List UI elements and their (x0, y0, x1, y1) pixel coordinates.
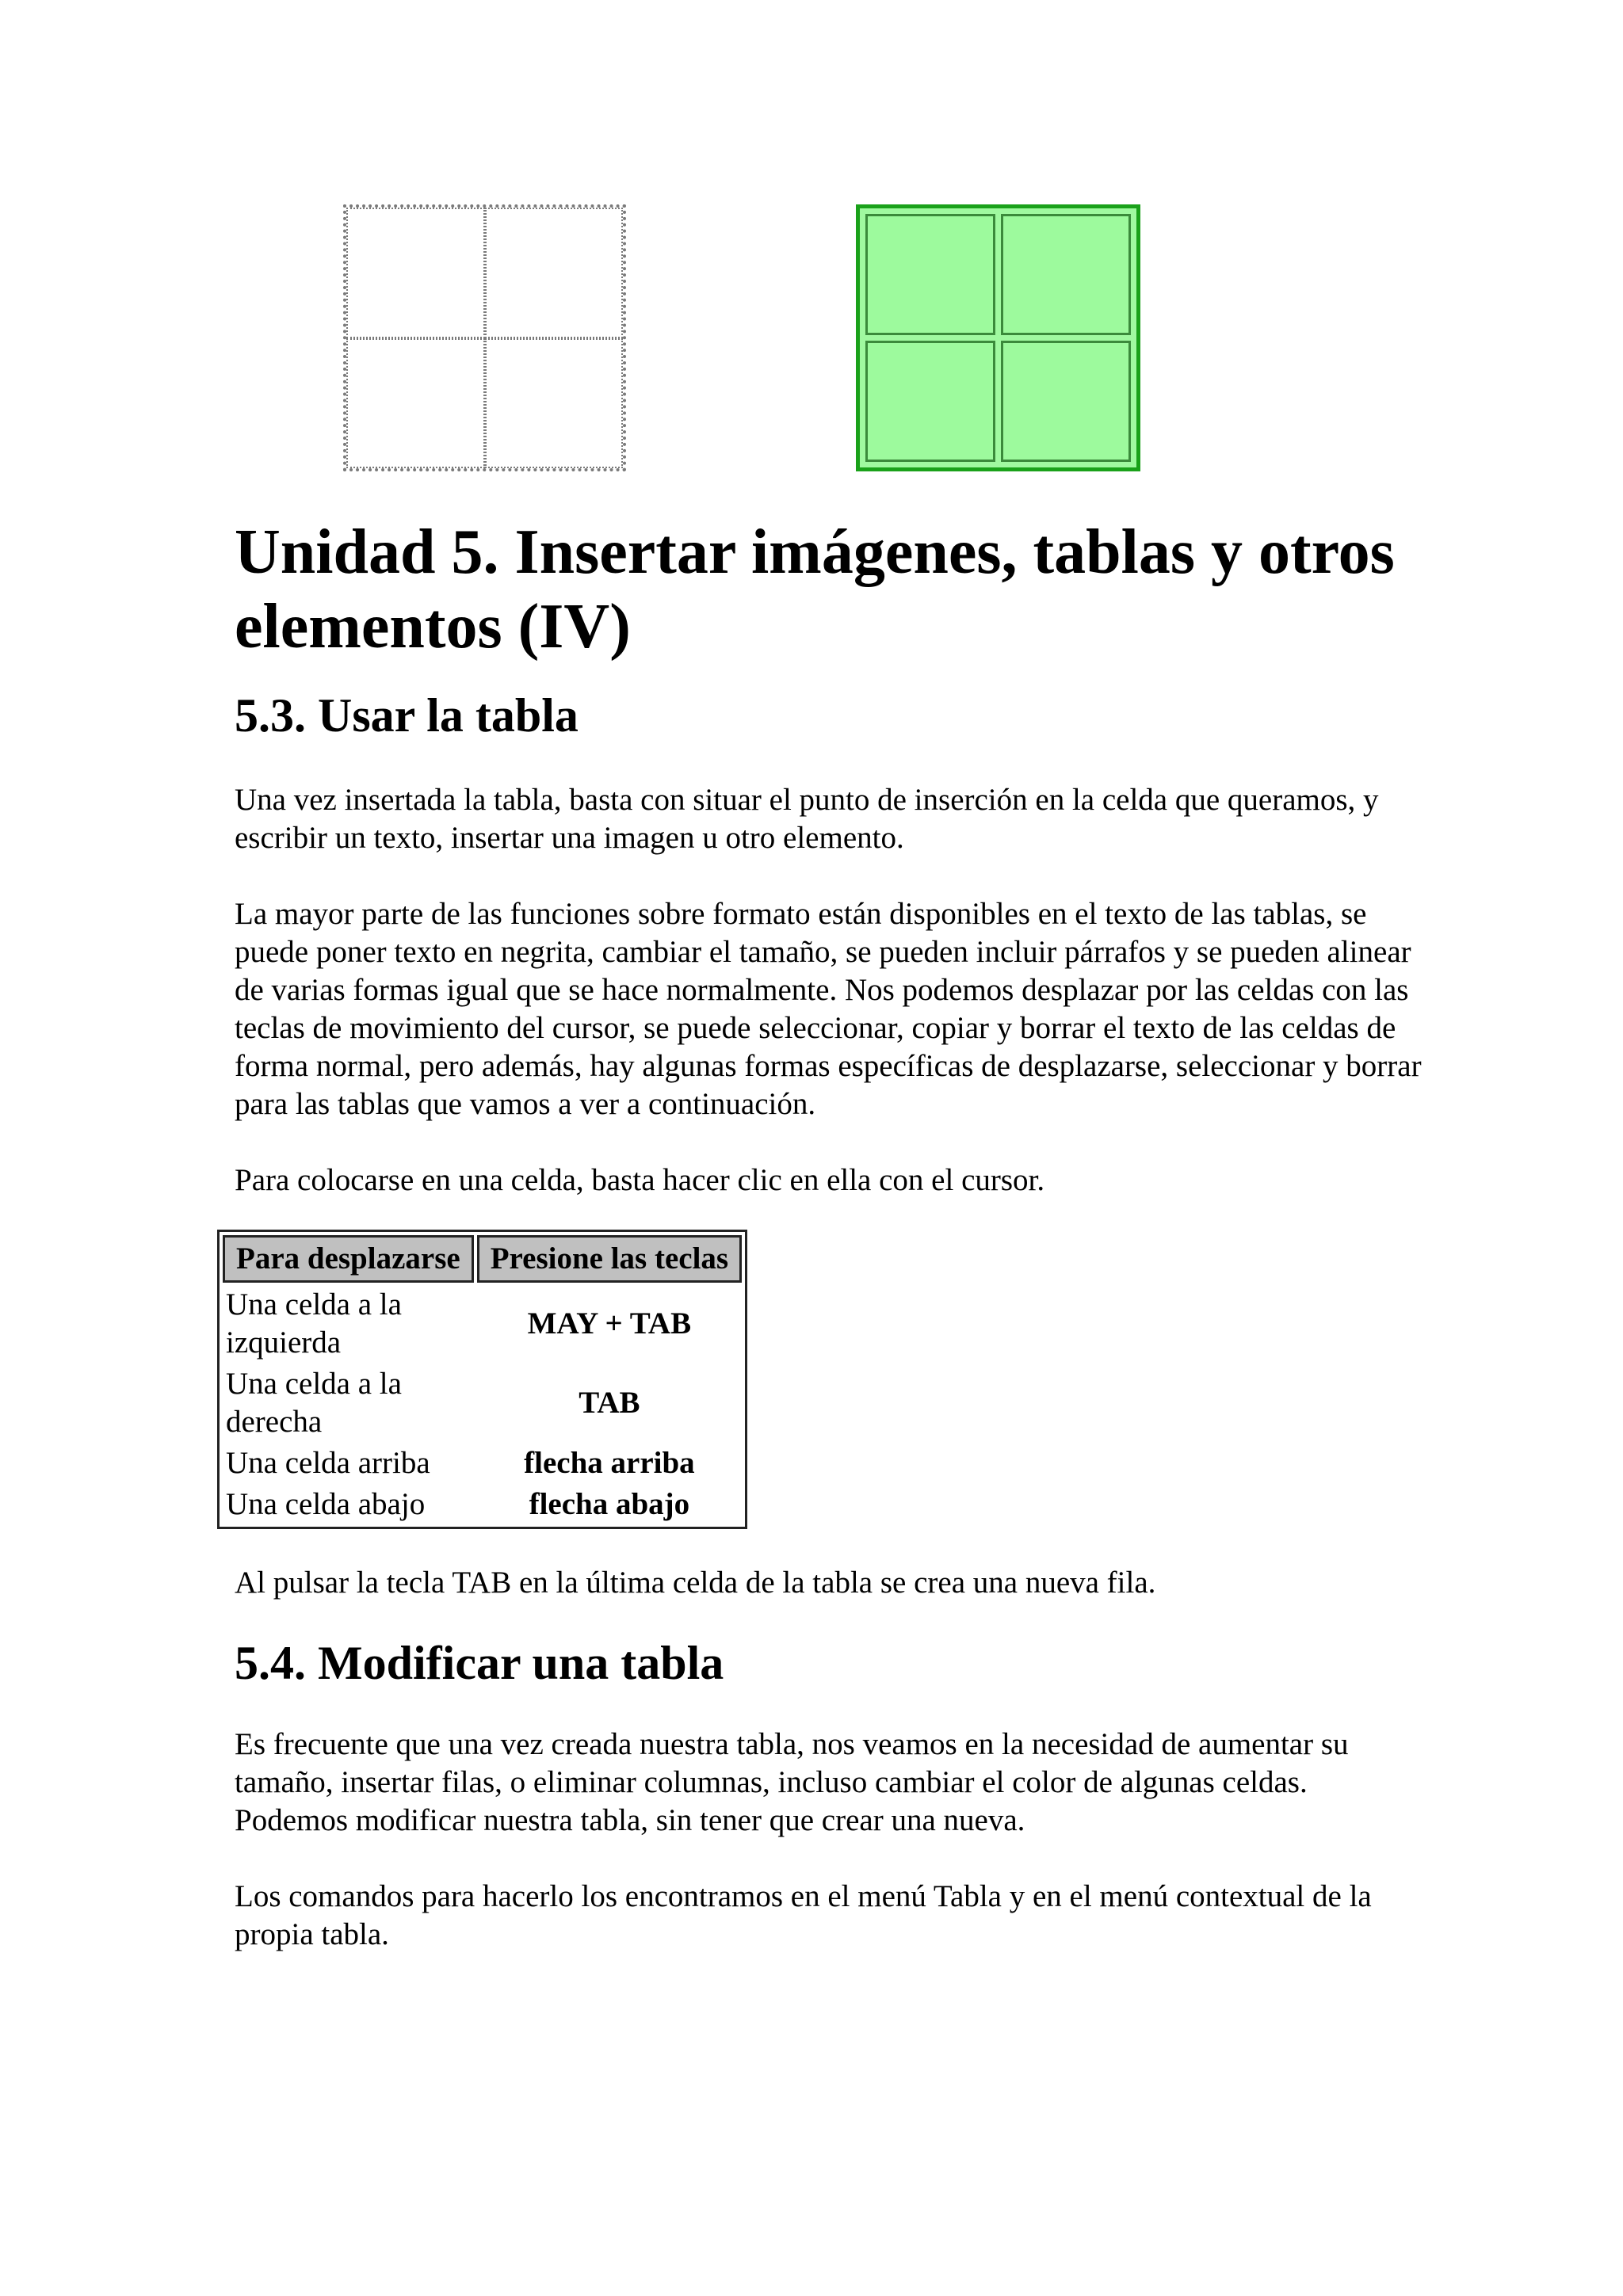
table-header-cell: Presione las teclas (477, 1235, 742, 1283)
dotted-table-cell (485, 208, 624, 338)
table-cell-keys: TAB (579, 1386, 640, 1420)
paragraph: Una vez insertada la tabla, basta con situar el punto de inserción en la celda que queramos, y escribir un texto, insertar una imagen u otro elemento. (235, 783, 1379, 855)
green-table-cell (865, 214, 995, 335)
navigation-keys-table (217, 1230, 747, 1529)
table-row (223, 1286, 742, 1362)
table-cell-keys: MAY + TAB (527, 1306, 692, 1341)
document-body (226, 515, 1423, 1954)
table-cell-action: Una celda a la izquierda (226, 1287, 402, 1360)
dotted-table-cell (346, 208, 485, 338)
table-row (223, 1444, 742, 1482)
green-table-cell (1001, 341, 1131, 462)
dotted-table-cell (485, 338, 624, 469)
table-cell-action: Una celda abajo (226, 1487, 426, 1521)
table-cell-keys: flecha abajo (529, 1487, 690, 1521)
section-heading-modificar-una-tabla: 5.4. Modificar una tabla (235, 1637, 724, 1689)
table-row (223, 1486, 742, 1524)
table-cell-action: Una celda arriba (226, 1446, 430, 1480)
paragraph: Los comandos para hacerlo los encontramos en el menú Tabla y en el menú contextual de la propia tabla. (235, 1879, 1372, 1951)
table-header-row (223, 1235, 742, 1283)
table-cell-keys: flecha arriba (524, 1446, 695, 1480)
paragraph: La mayor parte de las funciones sobre formato están disponibles en el texto de las tablas, se puede poner texto en negrita, cambiar el tamaño, se pueden incluir párrafos y se pueden alinear de varias formas igual que se hace normalmente. Nos podemos desplazar por las celdas con las teclas de movimiento del cursor, se puede seleccionar, copiar y borrar el texto de las celdas de forma normal, pero además, hay algunas formas específicas de desplazarse, seleccionar y borrar para las tablas que vamos a ver a continuación. (235, 897, 1422, 1121)
table-row (223, 1365, 742, 1441)
section-heading-usar-la-tabla: 5.3. Usar la tabla (235, 689, 579, 742)
table-cell-action: Una celda a la derecha (226, 1367, 402, 1439)
paragraph: Al pulsar la tecla TAB en la última celda de la tabla se crea una nueva fila. (235, 1566, 1156, 1600)
green-table-cell (1001, 214, 1131, 335)
green-table-illustration (856, 204, 1140, 471)
dotted-table-cell (346, 338, 485, 469)
table-header-cell: Para desplazarse (223, 1235, 474, 1283)
paragraph: Es frecuente que una vez creada nuestra tabla, nos veamos en la necesidad de aumentar su tamaño, insertar filas, o eliminar columnas, incluso cambiar el color de algunas celdas. Podemos modificar nuestra tabla, sin tener que crear una nueva. (235, 1727, 1349, 1837)
green-table-cell (865, 341, 995, 462)
paragraph: Para colocarse en una celda, basta hacer clic en ella con el cursor. (235, 1163, 1045, 1197)
page-title: Unidad 5. Insertar imágenes, tablas y otros elementos (IV) (235, 517, 1395, 662)
dotted-table-illustration (343, 204, 626, 471)
